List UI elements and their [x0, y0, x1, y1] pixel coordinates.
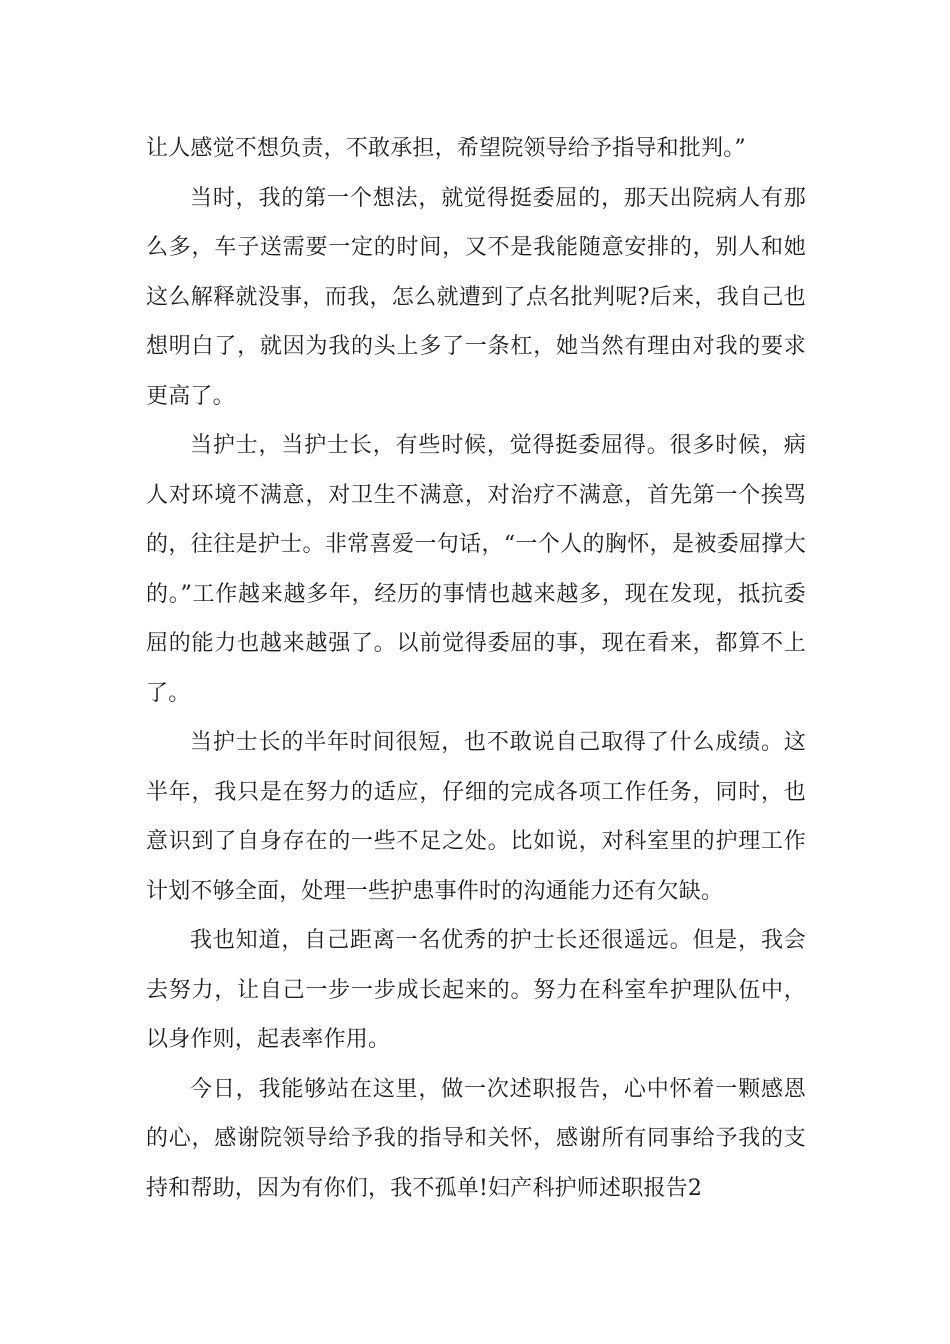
paragraph-gratitude: 今日，我能够站在这里，做一次述职报告，心中怀着一颗感恩的心，感谢院领导给予我的指导和关怀，感谢所有同事给予我的支持和帮助，因为有你们，我不孤单!妇产科护师述职报告2 — [146, 1076, 806, 1201]
paragraph-nurse-role: 当护士，当护士长，有些时候，觉得挺委屈得。很多时候，病人对环境不满意，对卫生不满意，对治疗不满意，首先第一个挨骂的，往往是护士。非常喜爱一句话，“一个人的胸怀，是被委屈撑大的。”工作越来越多年，经历的事情也越来越多，现在发现，抵抗委屈的能力也越来越强了。以前觉得委屈的事，现在看来，都算不上了。 — [146, 433, 806, 706]
paragraph-goal: 我也知道，自己距离一名优秀的护士长还很遥远。但是，我会去努力，让自己一步一步成长起来的。努力在科室牟护理队伍中，以身作则，起表率作用。 — [146, 928, 806, 1052]
document-body — [146, 124, 806, 1213]
paragraph-continuation: 让人感觉不想负责，不敢承担，希望院领导给予指导和批判。” — [146, 136, 746, 161]
paragraph-half-year: 当护士长的半年时间很短，也不敢说自己取得了什么成绩。这半年，我只是在努力的适应，仔细的完成各项工作任务，同时，也意识到了自身存在的一些不足之处。比如说，对科室里的护理工作计划不够全面，处理一些护患事件时的沟通能力还有欠缺。 — [146, 730, 806, 904]
paragraph-grievance: 当时，我的第一个想法，就觉得挺委屈的，那天出院病人有那么多，车子送需要一定的时间，又不是我能随意安排的，别人和她这么解释就没事，而我，怎么就遭到了点名批判呢?后来，我自己也想明白了，就因为我的头上多了一条杠，她当然有理由对我的要求更高了。 — [146, 185, 806, 409]
